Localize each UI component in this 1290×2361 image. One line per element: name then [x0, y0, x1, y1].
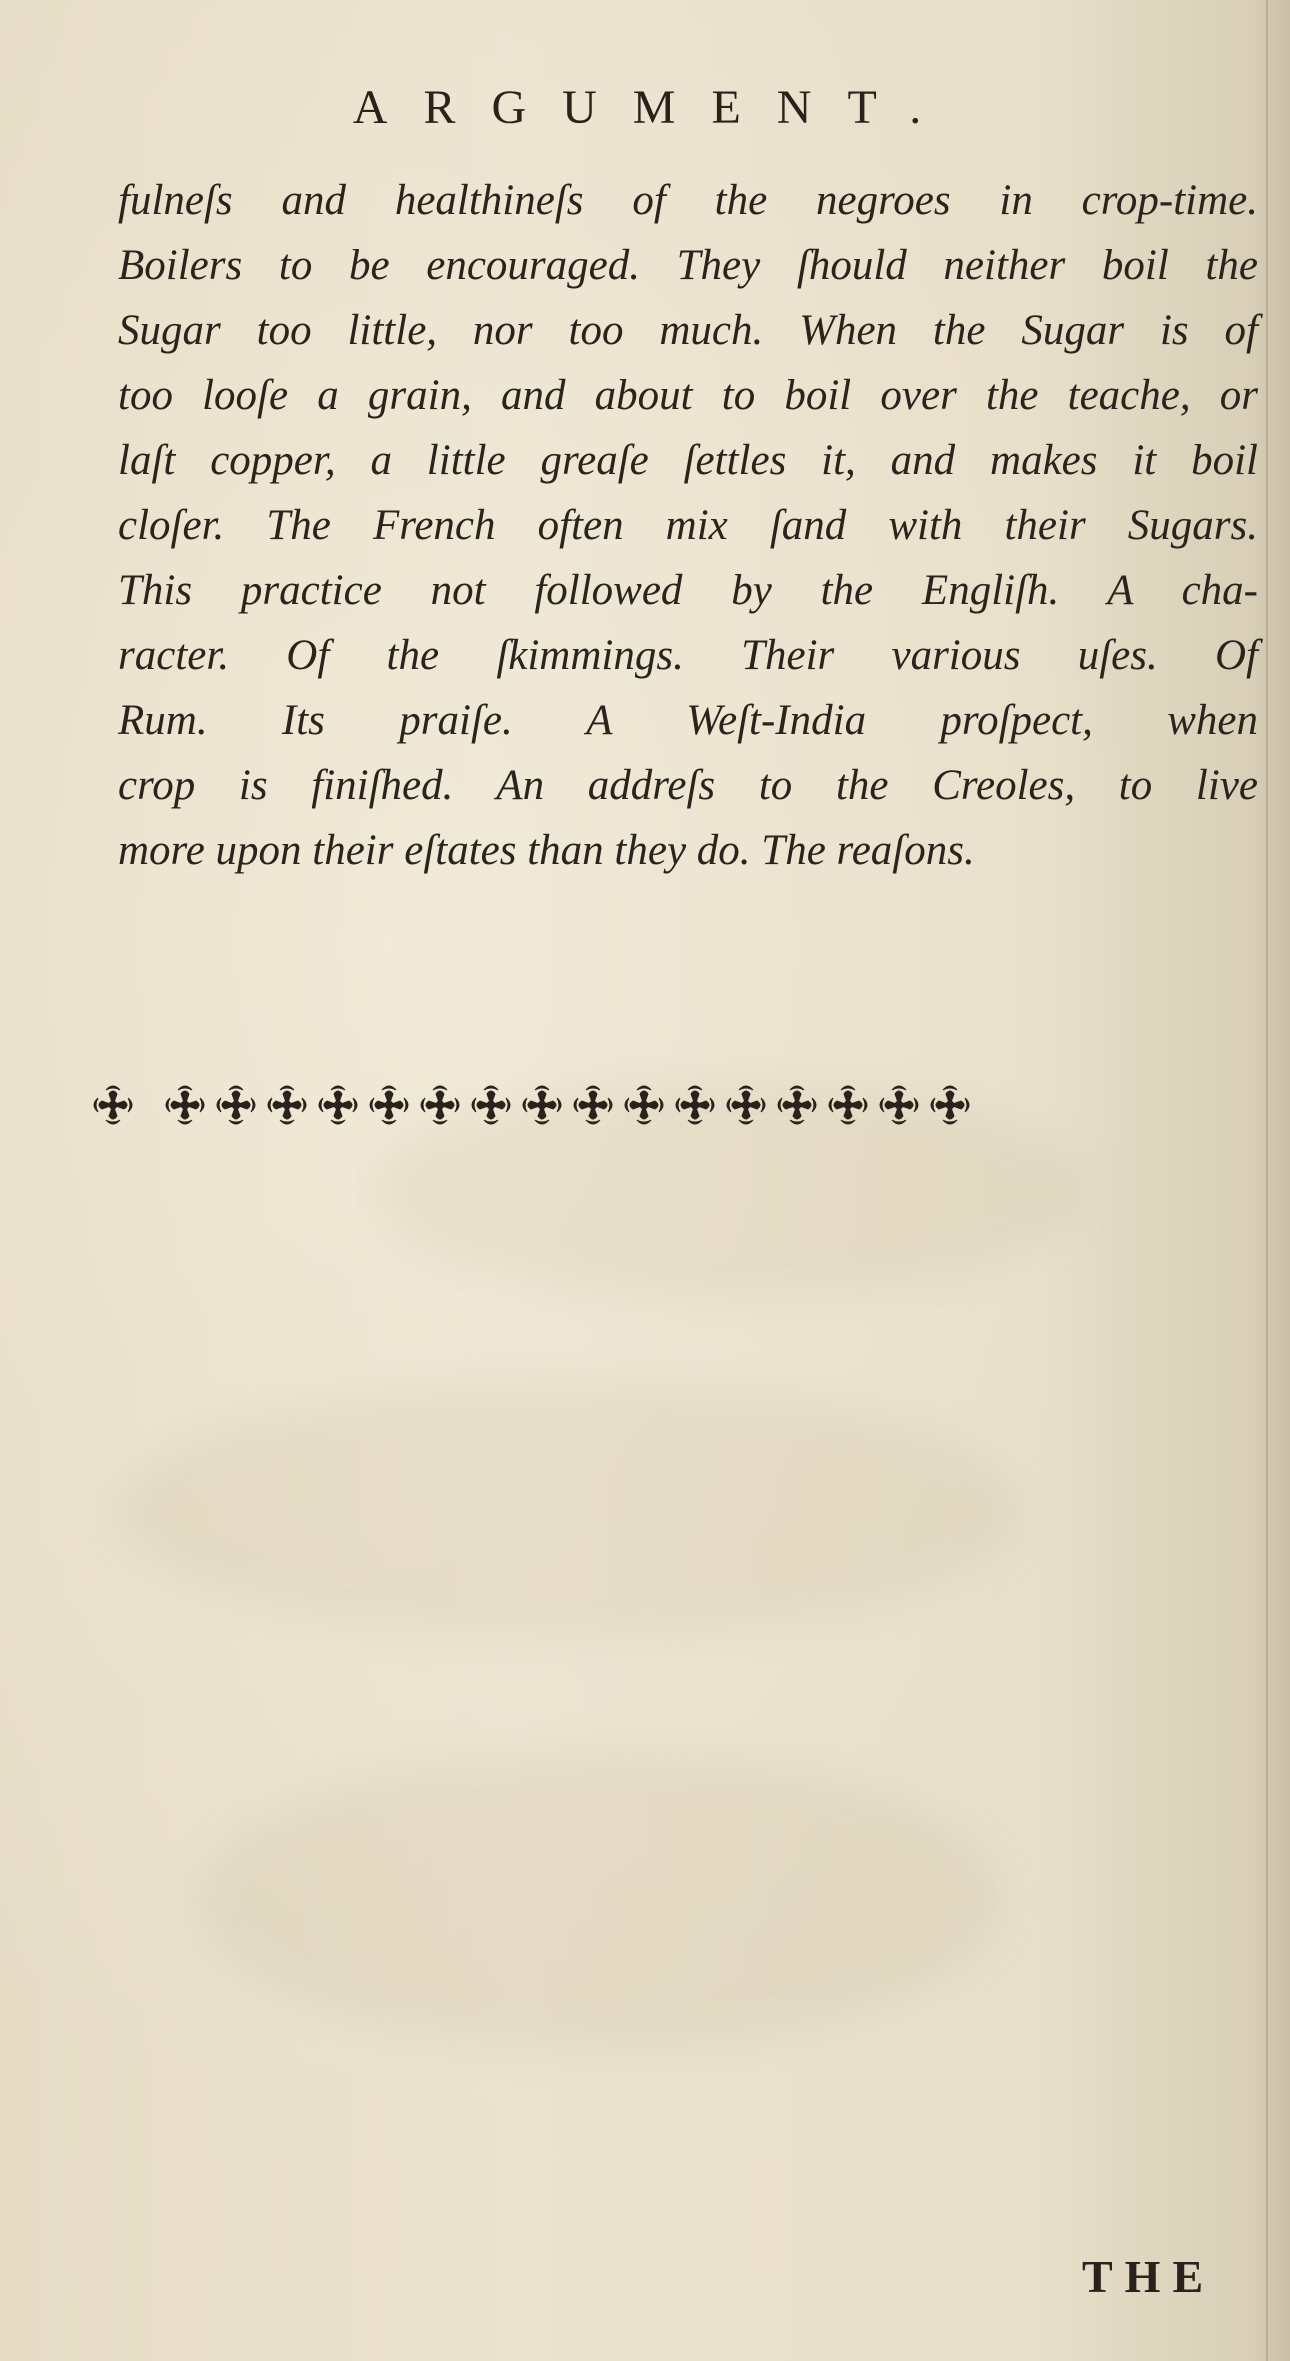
fleuron-cross-icon [568, 1080, 618, 1130]
fleuron-cross-icon [874, 1080, 924, 1130]
argument-line: Rum. Its praiſe. A Weſt-India proſpect, when [118, 697, 1258, 744]
paper-stain [200, 1750, 1000, 2050]
argument-line: Boilers to be encouraged. They ſhould neither boil the [118, 242, 1258, 289]
fleuron-cross-icon [262, 1080, 312, 1130]
fleuron-cross-icon [415, 1080, 465, 1130]
argument-line: This practice not followed by the Engliſh. A cha- [118, 567, 1258, 614]
fleuron-cross-icon [517, 1080, 567, 1130]
argument-line: cloſer. The French often mix ſand with their Sugars. [118, 502, 1258, 549]
fleuron-cross-icon [364, 1080, 414, 1130]
fleuron-cross-icon [211, 1080, 261, 1130]
argument-line: fulneſs and healthineſs of the negroes in crop-time. [118, 177, 1258, 224]
argument-line: too looſe a grain, and about to boil over the teache, or [118, 372, 1258, 419]
fleuron-cross-icon [88, 1080, 138, 1130]
argument-line: Sugar too little, nor too much. When the Sugar is of [118, 307, 1258, 354]
argument-line: racter. Of the ſkimmings. Their various uſes. Of [118, 632, 1258, 679]
argument-line: laſt copper, a little greaſe ſettles it, and makes it boil [118, 437, 1258, 484]
fleuron-cross-icon [772, 1080, 822, 1130]
fleuron-cross-icon [313, 1080, 363, 1130]
argument-line: more upon their eſtates than they do. The reaſons. [118, 827, 975, 874]
running-head: ARGUMENT. [352, 81, 958, 134]
fleuron-cross-icon [619, 1080, 669, 1130]
paper-stain [120, 1380, 1020, 1640]
fleuron-cross-icon [925, 1080, 975, 1130]
fleuron-cross-icon [721, 1080, 771, 1130]
ornament-rule [88, 1075, 1228, 1135]
fleuron-cross-icon [823, 1080, 873, 1130]
catchword: THE [1082, 2251, 1216, 2302]
fleuron-cross-icon [160, 1080, 210, 1130]
fleuron-cross-icon [670, 1080, 720, 1130]
argument-text [118, 168, 1258, 883]
fleuron-cross-icon [466, 1080, 516, 1130]
argument-line: crop is finiſhed. An addreſs to the Creoles, to live [118, 762, 1258, 809]
page-edge [1266, 0, 1268, 2361]
